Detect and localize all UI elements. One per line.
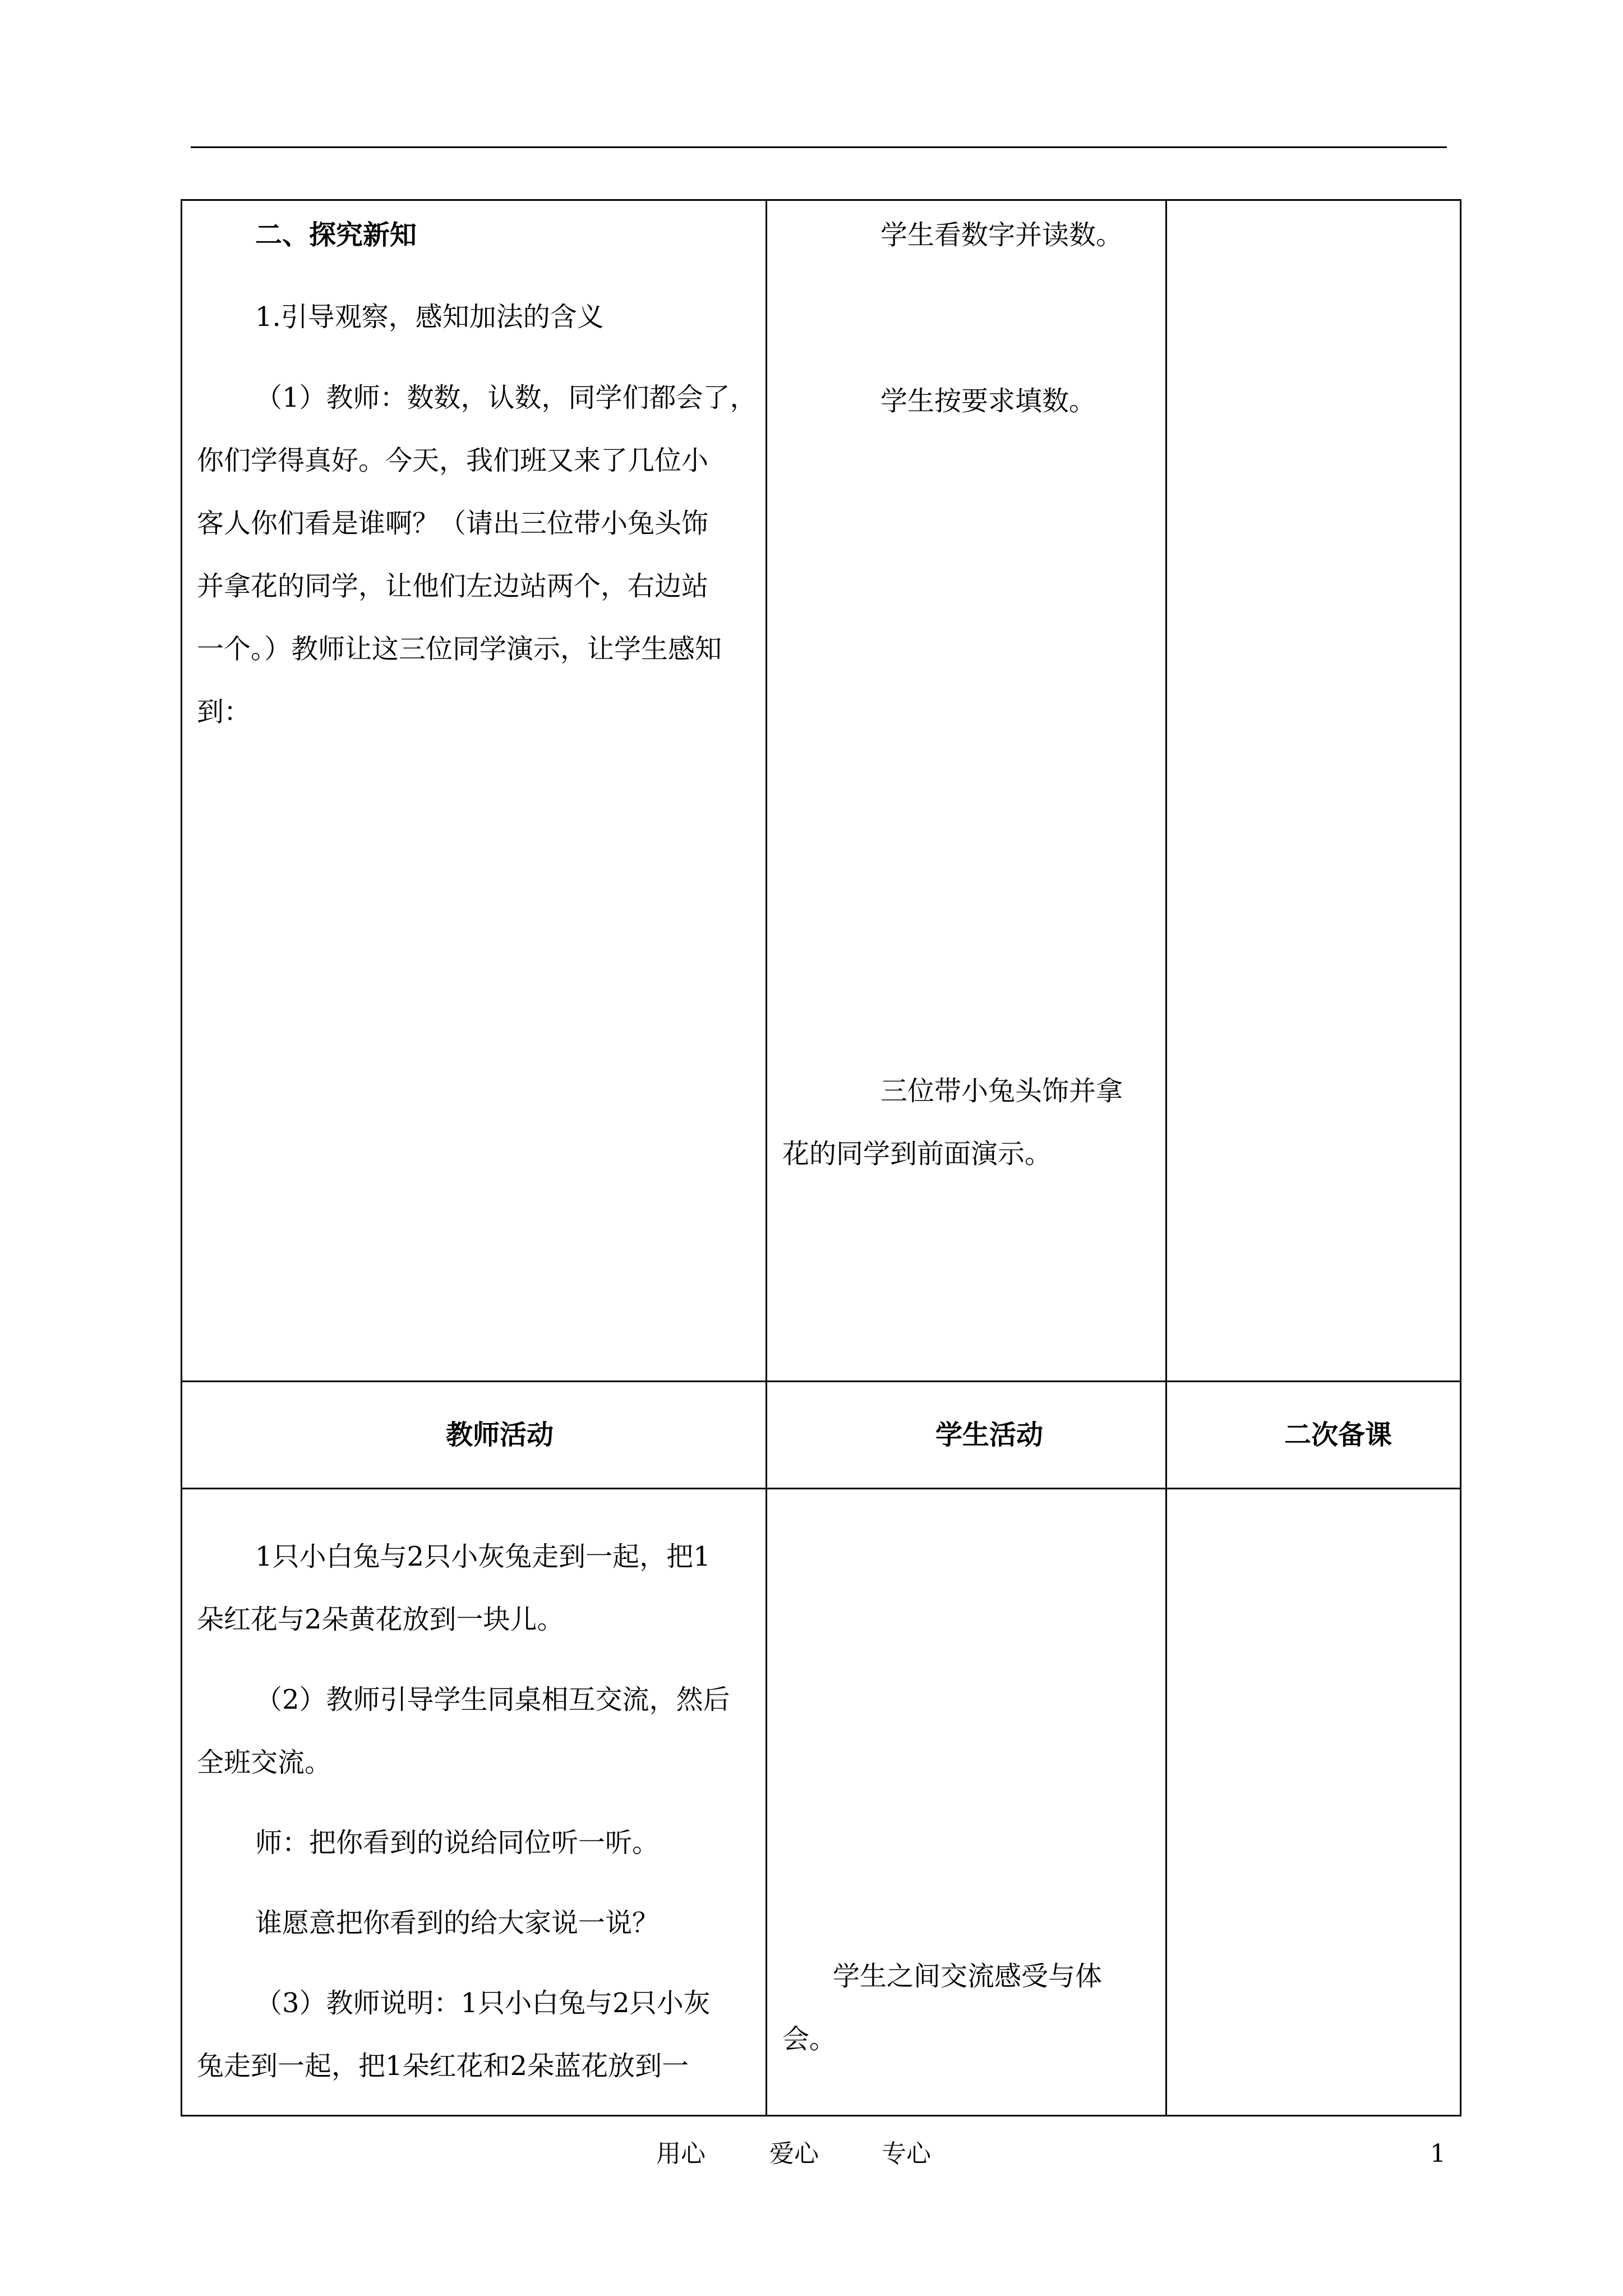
footer-slogan-3: 专心 — [882, 2139, 931, 2168]
teacher-para-line: 兔走到一起，把1朵红花和2朵蓝花放到一 — [197, 2050, 689, 2082]
teacher-para-line: 你们学得真好。今天，我们班又来了几位小 — [197, 445, 709, 476]
teacher-para-line: 一个。）教师让这三位同学演示，让学生感知 — [197, 633, 722, 665]
teacher-para-line: 朵红花与2朵黄花放到一块儿。 — [197, 1604, 564, 1635]
teacher-para: 师：把你看到的说给同位听一听。 — [255, 1827, 660, 1858]
teacher-para: 谁愿意把你看到的给大家说一说？ — [255, 1907, 660, 1939]
teacher-para-line: 并拿花的同学，让他们左边站两个，右边站 — [197, 570, 709, 602]
header-second-prep: 二次备课 — [1284, 1419, 1393, 1451]
footer-slogan-2: 爱心 — [769, 2139, 819, 2168]
student-para: 学生看数字并读数。 — [880, 219, 1123, 251]
column-divider-1 — [766, 201, 767, 2115]
teacher-para-line: 客人你们看是谁啊？（请出三位带小兔头饰 — [197, 508, 709, 539]
teacher-para-line: 1只小白兔与2只小灰兔走到一起，把1 — [255, 1541, 711, 1572]
teacher-para-line: （2）教师引导学生同桌相互交流，然后 — [255, 1684, 730, 1715]
student-para: 学生按要求填数。 — [880, 385, 1096, 417]
student-para-line: 花的同学到前面演示。 — [782, 1138, 1052, 1170]
row-divider-1 — [182, 1381, 1460, 1382]
teacher-para-line: 全班交流。 — [197, 1747, 332, 1778]
section-heading: 二、探究新知 — [255, 219, 417, 251]
teacher-para-line: （3）教师说明：1只小白兔与2只小灰 — [255, 1987, 711, 2019]
row-divider-2 — [182, 1488, 1460, 1489]
student-para-line: 学生之间交流感受与体 — [833, 1961, 1103, 1992]
item-heading: 1.引导观察，感知加法的含义 — [255, 301, 604, 333]
column-divider-2 — [1165, 201, 1167, 2115]
student-para-line: 会。 — [782, 2023, 837, 2055]
footer-slogan-1: 用心 — [656, 2139, 706, 2168]
header-rule — [191, 146, 1447, 148]
teacher-para-line: （1）教师：数数，认数，同学们都会了， — [255, 382, 757, 413]
teacher-para-line: 到： — [197, 696, 251, 728]
lesson-table — [181, 199, 1461, 2116]
header-teacher-activity: 教师活动 — [446, 1419, 554, 1451]
student-para-line: 三位带小兔头饰并拿 — [880, 1075, 1123, 1107]
page-number: 1 — [1430, 2139, 1446, 2168]
header-student-activity: 学生活动 — [935, 1419, 1044, 1451]
